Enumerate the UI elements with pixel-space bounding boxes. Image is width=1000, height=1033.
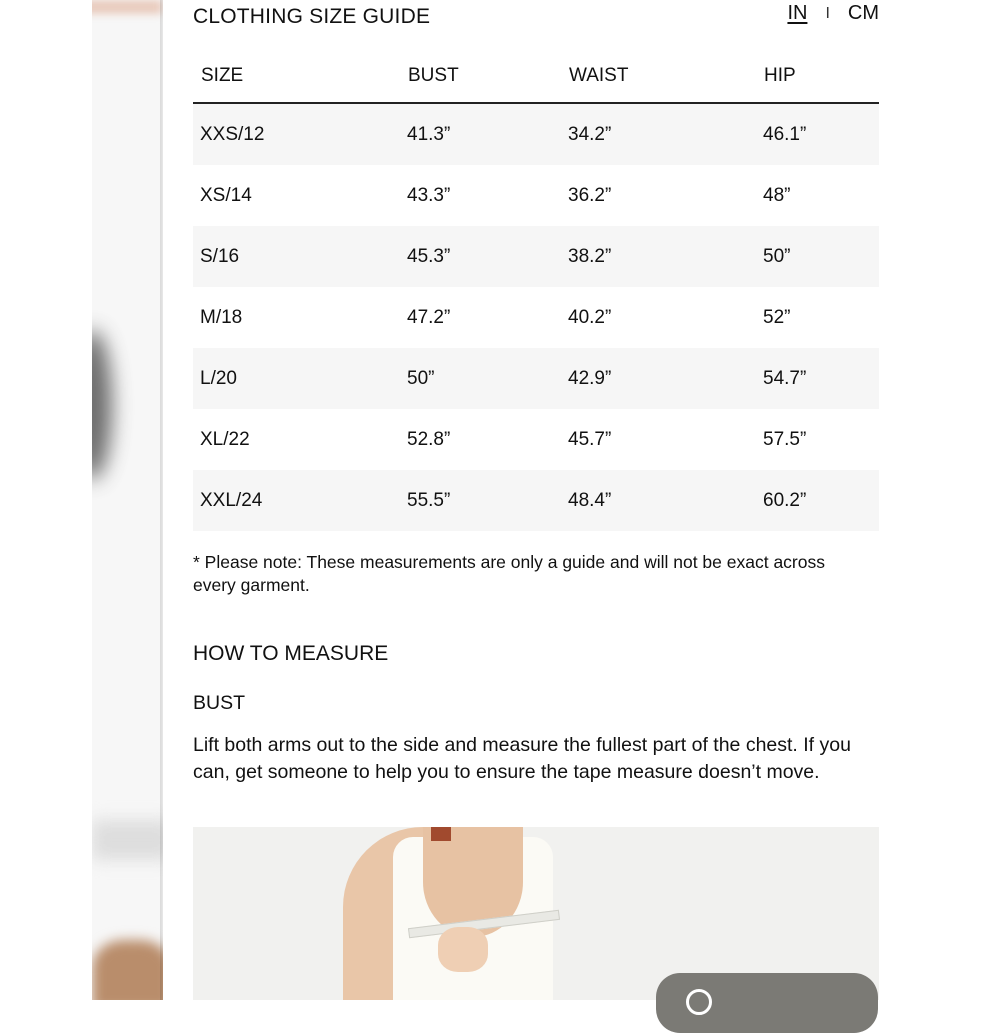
cell-hip: 57.5” bbox=[763, 428, 807, 450]
cell-hip: 52” bbox=[763, 306, 791, 328]
cell-waist: 40.2” bbox=[568, 306, 612, 328]
cell-size: L/20 bbox=[193, 348, 400, 409]
table-row bbox=[193, 409, 879, 470]
table-row bbox=[193, 103, 879, 165]
cell-waist: 34.2” bbox=[561, 103, 756, 165]
cell-size: XL/22 bbox=[200, 428, 250, 450]
unit-cm-button[interactable]: CM bbox=[847, 2, 879, 24]
unit-toggle bbox=[787, 2, 879, 25]
size-table bbox=[193, 50, 879, 531]
how-to-measure-heading: HOW TO MEASURE bbox=[193, 642, 389, 665]
column-header-waist: WAIST bbox=[561, 50, 756, 103]
size-guide-panel bbox=[163, 0, 1000, 1000]
unit-in-button[interactable]: IN bbox=[787, 2, 808, 24]
column-header-bust: BUST bbox=[400, 50, 561, 103]
cell-size: S/16 bbox=[193, 226, 400, 287]
cell-size: XXS/12 bbox=[193, 103, 400, 165]
zoom-search-icon bbox=[686, 989, 712, 1015]
cell-size: XS/14 bbox=[200, 184, 252, 206]
cell-bust: 47.2” bbox=[407, 306, 451, 328]
table-header-row bbox=[193, 50, 879, 103]
table-row bbox=[193, 470, 879, 531]
page-title: CLOTHING SIZE GUIDE bbox=[193, 5, 431, 28]
bust-heading: BUST bbox=[193, 692, 246, 714]
cell-waist: 48.4” bbox=[561, 470, 756, 531]
table-row bbox=[193, 226, 879, 287]
cell-size: M/18 bbox=[200, 306, 243, 328]
cell-bust: 43.3” bbox=[407, 184, 451, 206]
cell-hip: 50” bbox=[756, 226, 879, 287]
cell-size: XXL/24 bbox=[193, 470, 400, 531]
cell-bust: 45.3” bbox=[400, 226, 561, 287]
cell-waist: 42.9” bbox=[561, 348, 756, 409]
measurement-note: * Please note: These measurements are only a guide and will not be exact across every garment. bbox=[193, 552, 825, 595]
cell-hip: 46.1” bbox=[756, 103, 879, 165]
blurred-background bbox=[92, 0, 164, 1000]
table-row bbox=[193, 348, 879, 409]
cell-bust: 41.3” bbox=[400, 103, 561, 165]
cell-bust: 50” bbox=[400, 348, 561, 409]
cell-hip: 48” bbox=[763, 184, 791, 206]
cell-bust: 52.8” bbox=[407, 428, 451, 450]
cell-hip: 60.2” bbox=[756, 470, 879, 531]
column-header-hip: HIP bbox=[756, 50, 879, 103]
column-header-size: SIZE bbox=[193, 50, 400, 103]
cell-waist: 38.2” bbox=[561, 226, 756, 287]
table-row bbox=[193, 287, 879, 348]
unit-separator: I bbox=[825, 4, 830, 22]
cell-waist: 36.2” bbox=[568, 184, 612, 206]
table-row bbox=[193, 165, 879, 226]
image-search-button[interactable] bbox=[656, 973, 878, 1033]
cell-bust: 55.5” bbox=[400, 470, 561, 531]
cell-waist: 45.7” bbox=[568, 428, 612, 450]
bust-instructions: Lift both arms out to the side and measure the fullest part of the chest. If you can, get someone to help you to ensure the tape measure doesn’t move. bbox=[193, 734, 851, 783]
cell-hip: 54.7” bbox=[756, 348, 879, 409]
